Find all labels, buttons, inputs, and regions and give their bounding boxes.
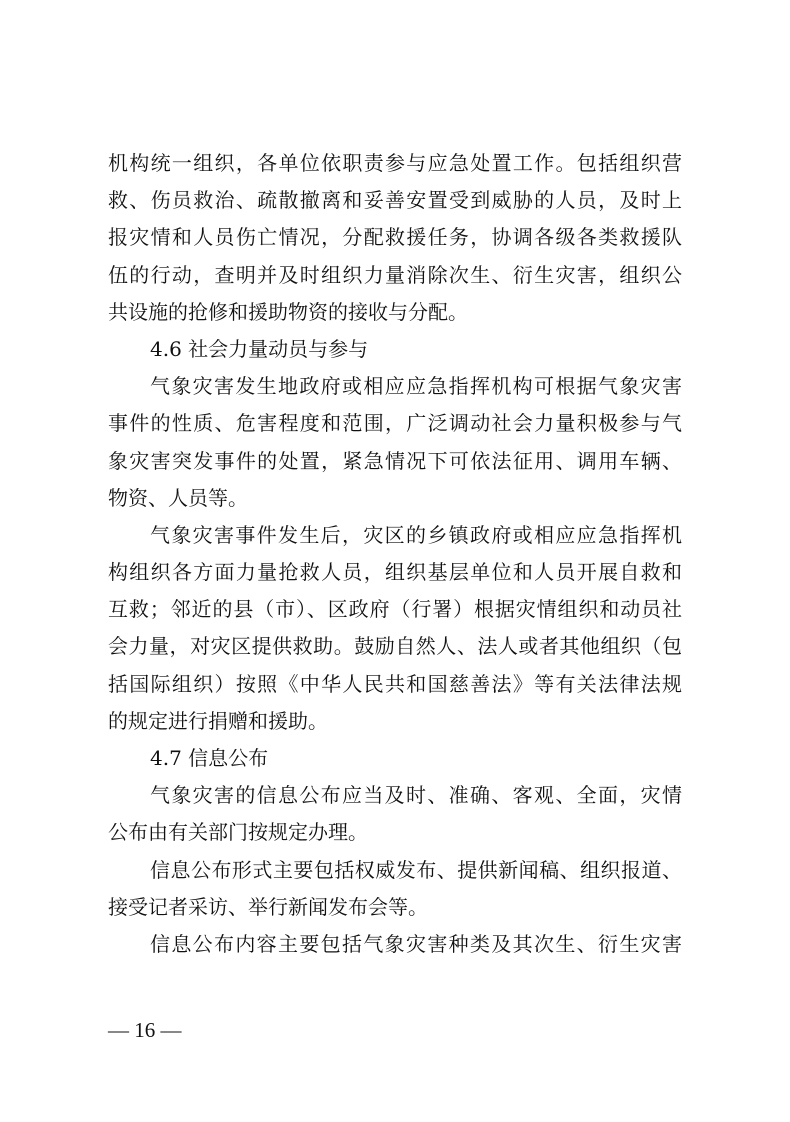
text-line: 共设施的抢修和援助物资的接收与分配。 bbox=[108, 299, 468, 324]
text-line: 事件的性质、危害程度和范围，广泛调动社会力量积极参与气 bbox=[108, 411, 682, 436]
section-4-7 bbox=[108, 740, 682, 963]
text-line: 救、伤员救治、疏散撤离和妥善安置受到威胁的人员，及时上 bbox=[108, 188, 682, 213]
text-line: 公布由有关部门按规定办理。 bbox=[108, 820, 368, 845]
text-line: 气象灾害事件发生后，灾区的乡镇政府或相应应急指挥机 bbox=[150, 522, 682, 547]
text-line: 气象灾害的信息公布应当及时、准确、客观、全面，灾情 bbox=[150, 783, 682, 808]
paragraph bbox=[108, 517, 682, 740]
section-heading: 4.7 信息公布 bbox=[150, 746, 269, 770]
page-number: — 16 — bbox=[108, 1018, 182, 1042]
paragraph bbox=[108, 926, 682, 963]
text-line: 会力量，对灾区提供救助。鼓励自然人、法人或者其他组织（包 bbox=[108, 634, 682, 659]
section-4-6 bbox=[108, 331, 682, 740]
text-line: 象灾害突发事件的处置，紧急情况下可依法征用、调用车辆、 bbox=[108, 448, 682, 473]
paragraph bbox=[108, 852, 682, 926]
text-line: 信息公布内容主要包括气象灾害种类及其次生、衍生灾害 bbox=[150, 931, 682, 956]
paragraph bbox=[108, 368, 682, 517]
document-body bbox=[108, 145, 682, 963]
text-line: 气象灾害发生地政府或相应应急指挥机构可根据气象灾害 bbox=[150, 374, 682, 399]
text-line: 互救；邻近的县（市）、区政府（行署）根据灾情组织和动员社 bbox=[108, 597, 682, 622]
text-line: 括国际组织）按照《中华人民共和国慈善法》等有关法律法规 bbox=[108, 671, 682, 696]
text-line: 接受记者采访、举行新闻发布会等。 bbox=[108, 894, 428, 919]
paragraph-continued bbox=[108, 145, 682, 331]
paragraph bbox=[108, 777, 682, 851]
text-line: 的规定进行捐赠和援助。 bbox=[108, 708, 328, 733]
section-heading: 4.6 社会力量动员与参与 bbox=[150, 336, 369, 361]
text-line: 信息公布形式主要包括权威发布、提供新闻稿、组织报道、 bbox=[150, 857, 682, 882]
text-line: 机构统一组织，各单位依职责参与应急处置工作。包括组织营 bbox=[108, 151, 682, 175]
text-line: 构组织各方面力量抢救人员，组织基层单位和人员开展自救和 bbox=[108, 560, 682, 585]
text-line: 物资、人员等。 bbox=[108, 485, 248, 510]
text-line: 报灾情和人员伤亡情况，分配救援任务，协调各级各类救援队 bbox=[108, 225, 682, 250]
text-line: 伍的行动，查明并及时组织力量消除次生、衍生灾害，组织公 bbox=[108, 262, 682, 287]
